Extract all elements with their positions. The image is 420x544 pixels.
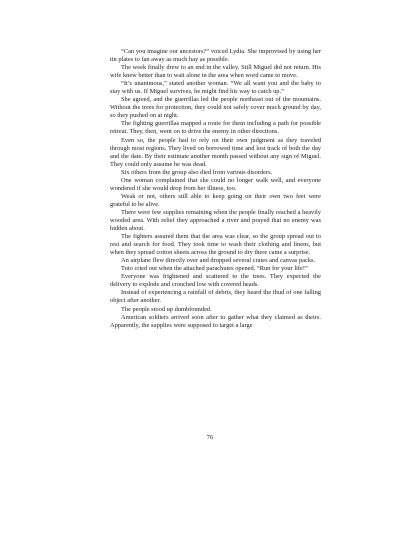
page-number: 76 [206, 434, 214, 441]
paragraph: The people stood up dumbfounded. [121, 305, 212, 313]
paragraph: Even so, the people had to rely on their own judgment as they traveled through most regions. They lived on borrowed time and lost track of both the day and the date. By their estimate another month passed without any sign of Miguel. They could only assume he was dead. [110, 136, 321, 168]
paragraph: The week finally drew to an end in the valley. Still Miguel did not return. His wife knew better than to wait alone in the area when word came to move. [110, 64, 321, 80]
body-text [110, 48, 321, 330]
paragraph: She agreed, and the guerrillas led the people northeast out of the mountains. Without the trees for protection, they could not safely cover much ground by day, so they pushed on at night. [110, 96, 321, 120]
paragraph: An airplane flew directly over and dropped several crates and canvas packs. [121, 257, 316, 265]
paragraph: American soldiers arrived soon after to gather what they claimed as theirs. Apparently, the supplies were supposed to target a large [110, 313, 321, 329]
paragraph: Tuto cried out when the attached parachutes opened. “Run for your life!” [121, 265, 308, 273]
paragraph: The fighting guerrillas mapped a route for them including a path for possible retreat. They, then, went on to drive the enemy in other directions. [110, 120, 321, 136]
paragraph: There were few supplies remaining when the people finally reached a heavily wooded area. With relief they approached a river and prayed that no enemy was hidden about. [110, 208, 321, 233]
paragraph: Instead of experiencing a rainfall of debris, they heard the thud of one falling object after another. [110, 289, 321, 305]
paragraph: “Can you imagine our ancestors?” voiced Lydia. She improvised by using her tin plates to fan away as much hay as possible. [110, 48, 321, 64]
paragraph: One woman complained that she could no longer walk well, and everyone wondered if she would drop from her illness, too. [110, 176, 321, 192]
paragraph: Everyone was frightened and scattered to the trees. They expected the delivery to explode and crouched low with covered heads. [110, 273, 321, 289]
paragraph: The fighters assured them that the area was clear, so the group spread out to rest and search for food. They took time to wash their clothing and linens, but when they spread cotton sheets across the ground to dry there came a surprise. [110, 233, 321, 257]
paragraph: “It’s unanimous,” stated another woman. “We all want you and the baby to stay with us. If Miguel survives, he might find his way to catch up.” [110, 80, 321, 96]
paragraph: Weak or not, others still able to keep going on their own two feet were grateful to be alive. [110, 192, 321, 208]
paragraph: Six others from the group also died from various disorders. [121, 168, 273, 176]
